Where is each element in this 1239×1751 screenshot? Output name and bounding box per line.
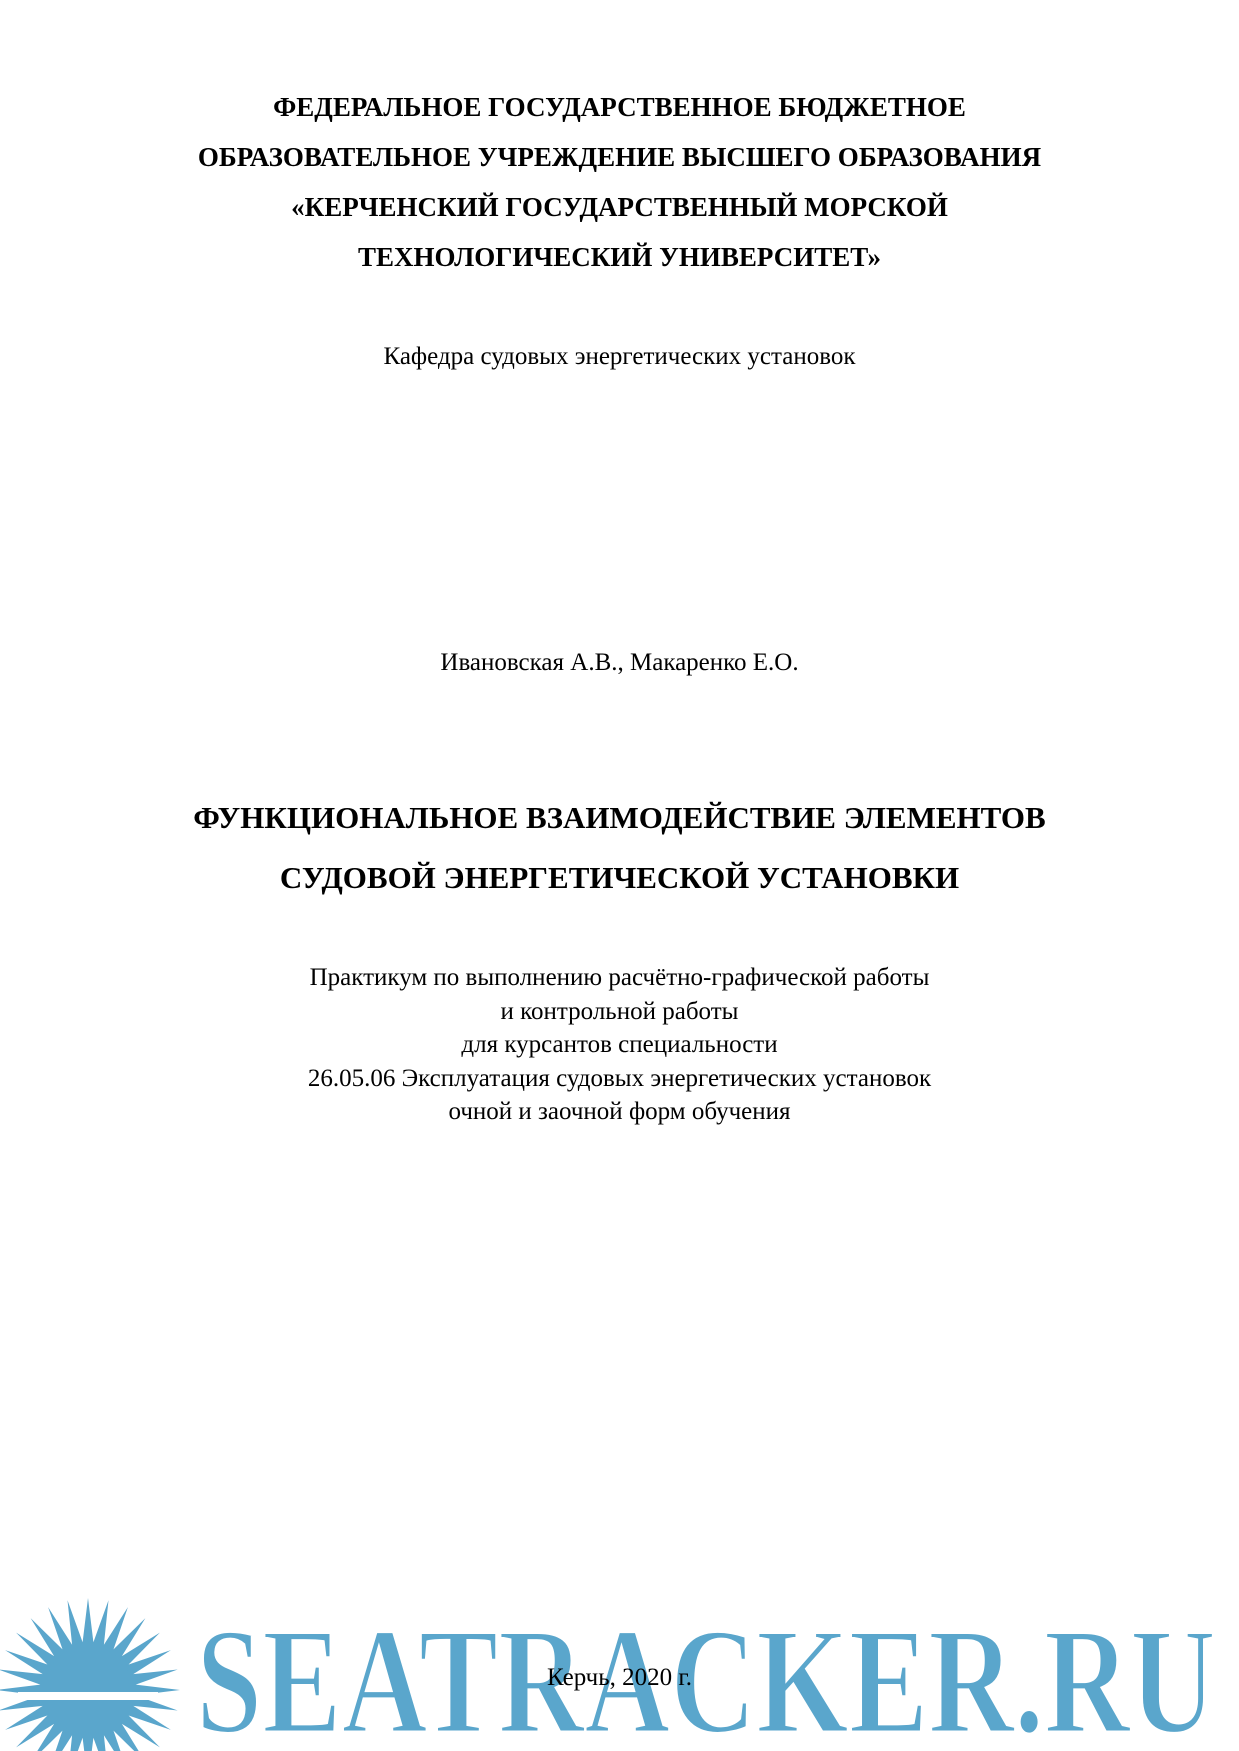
subtitle-line-3: для курсантов специальности	[461, 1031, 778, 1058]
institution-line-4: ТЕХНОЛОГИЧЕСКИЙ УНИВЕРСИТЕТ»	[357, 242, 882, 272]
institution-line-2: ОБРАЗОВАТЕЛЬНОЕ УЧРЕЖДЕНИЕ ВЫСШЕГО ОБРАЗОВАНИЯ	[197, 142, 1042, 172]
title-line-2: СУДОВОЙ ЭНЕРГЕТИЧЕСКОЙ УСТАНОВКИ	[279, 860, 960, 895]
city-year: Керчь, 2020 г.	[546, 1664, 693, 1691]
document-title	[0, 788, 1239, 908]
title-line-1: ФУНКЦИОНАЛЬНОЕ ВЗАИМОДЕЙСТВИЕ ЭЛЕМЕНТОВ	[193, 800, 1046, 835]
subtitle-line-5: очной и заочной форм обучения	[448, 1098, 791, 1125]
subtitle-line-4: 26.05.06 Эксплуатация судовых энергетических установок	[307, 1064, 932, 1092]
document-subtitle	[0, 961, 1239, 1129]
institution-name	[0, 82, 1239, 282]
subtitle-line-1: Практикум по выполнению расчётно-графической работы	[309, 964, 930, 991]
institution-line-1: ФЕДЕРАЛЬНОЕ ГОСУДАРСТВЕННОЕ БЮДЖЕТНОЕ	[273, 92, 966, 122]
department-name: Кафедра судовых энергетических установок	[383, 343, 856, 370]
watermark-text: SEATRACKER.RU	[196, 1597, 1216, 1751]
institution-line-3: «КЕРЧЕНСКИЙ ГОСУДАРСТВЕННЫЙ МОРСКОЙ	[291, 192, 948, 222]
authors: Ивановская А.В., Макаренко Е.О.	[440, 649, 799, 676]
subtitle-line-2: и контрольной работы	[500, 997, 739, 1025]
